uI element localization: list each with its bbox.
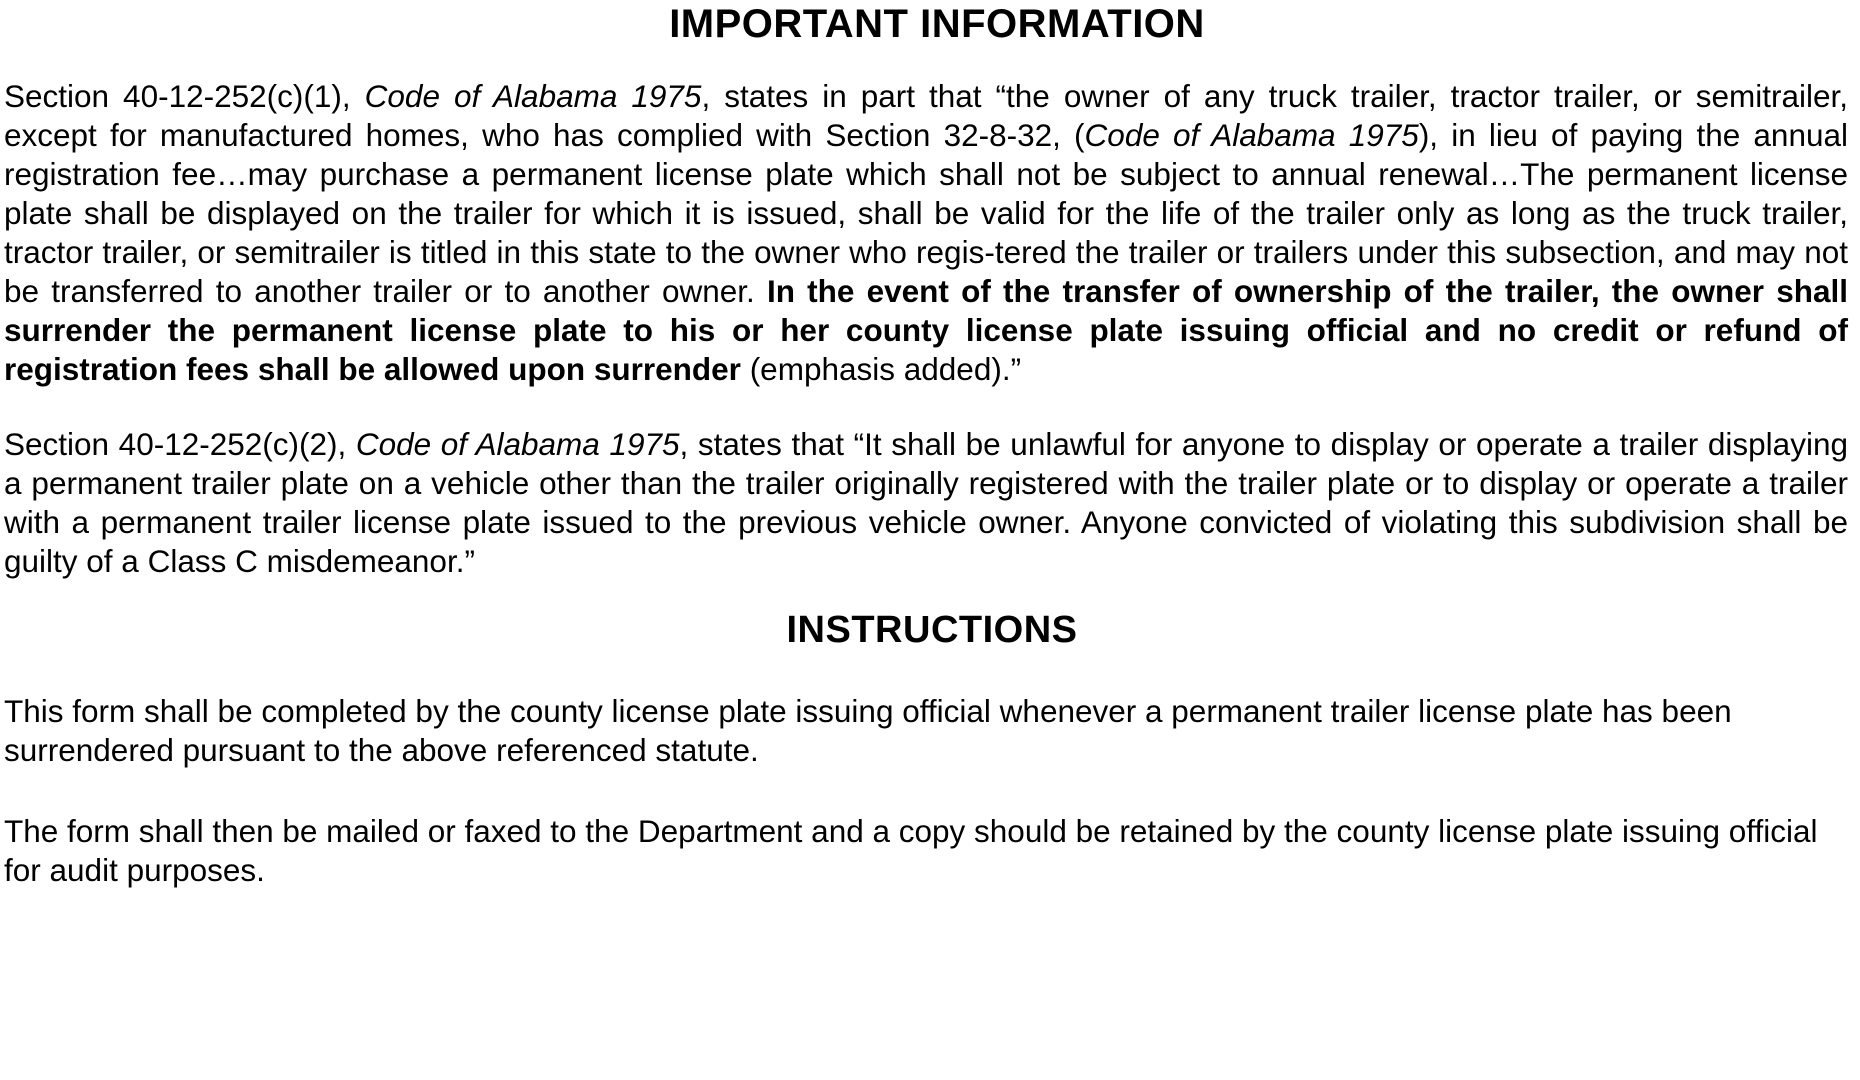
instructions-paragraph-2: The form shall then be mailed or faxed to the Department and a copy should be retained by the county license plate issuing official for audit purposes. (4, 813, 1818, 888)
paragraph-statute-c1-seg2: , states in part that “the owner of any truck trailer, tractor trailer, or semitrailer, except for manufactured homes, who has complied with Section 32-8-32, ( (4, 78, 1849, 153)
paragraph-statute-c2-seg1: Section 40-12-252(c)(2), (4, 426, 356, 462)
paragraph-statute-c1-seg4: (emphasis added).” (740, 351, 1022, 387)
paragraph-statute-c1-seg1: Section 40-12-252(c)(1), (4, 78, 365, 114)
instructions-title: INSTRUCTIONS (786, 609, 1078, 651)
paragraph-statute-c1-seg3: ), in lieu of paying the annual registration fee…may purchase a permanent license plate which shall not be subject to annual renewal…The permanent license plate shall be displayed on the trailer for which it is issued, shall be valid for the life of the trailer only as long as the truck trailer, tractor trailer, or semitrailer is titled in this state to the owner who regis-tered the trailer or trailers under this subsection, and may not be transferred to another trailer or to another owner. (4, 117, 1848, 309)
paragraph-statute-c1-citation-1: Code of Alabama 1975 (364, 78, 702, 114)
paragraph-statute-c2 (4, 425, 1850, 581)
paragraph-statute-c1-citation-2: Code of Alabama 1975 (1084, 117, 1419, 153)
instructions-paragraph-1: This form shall be completed by the county license plate issuing official whenever a permanent trailer license plate has been surrendered pursuant to the above referenced statute. (4, 693, 1732, 768)
paragraph-statute-c2-citation-1: Code of Alabama 1975 (355, 426, 680, 462)
paragraph-statute-c1-emphasis: In the event of the transfer of ownership of the trailer, the owner shall surrender the permanent license plate to his or her county license plate issuing official and no credit or refund of registration fees shall be allowed upon surrender (4, 273, 1848, 387)
page-title: IMPORTANT INFORMATION (669, 2, 1205, 46)
paragraph-statute-c1 (4, 77, 1850, 389)
paragraph-statute-c2-seg2: , states that “It shall be unlawful for anyone to display or operate a trailer displaying a permanent trailer plate on a vehicle other than the trailer originally registered with the trailer plate or to display or operate a trailer with a permanent trailer license plate issued to the previous vehicle owner. Anyone convicted of violating this subdivision shall be guilty of a Class C misdemeanor.” (4, 426, 1848, 579)
